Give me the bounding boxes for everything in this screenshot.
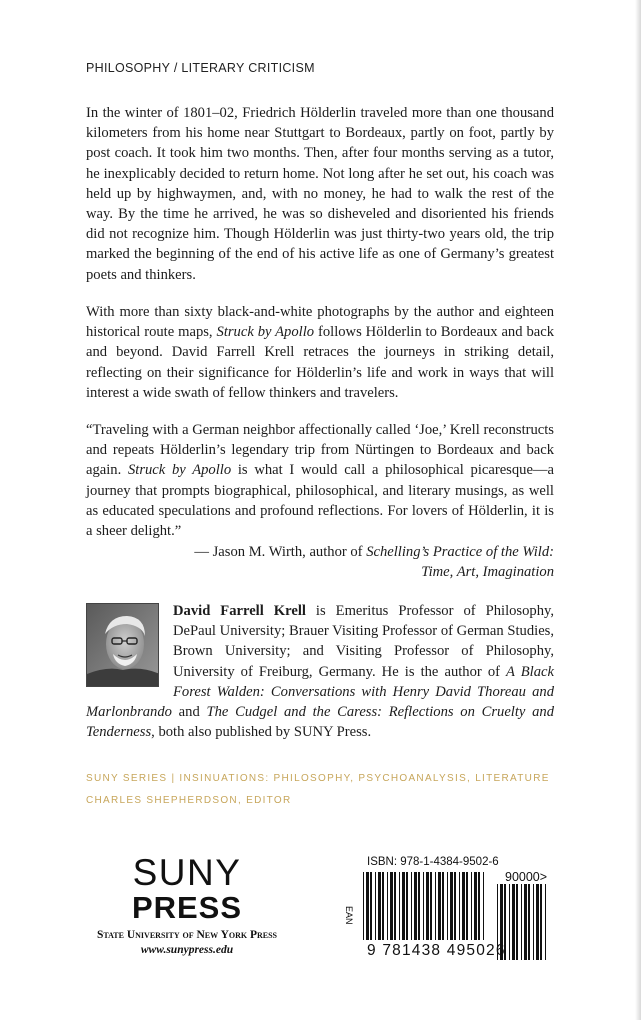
- quote-text-a: “Traveling with a German neighbor affectionally called ‘Joe,’ Krell reconstructs and repeats Hölderlin’s legendary trip from Nürtingen to Bordeaux and back again.: [86, 422, 554, 479]
- paragraph2-text-a: With more than sixty black-and-white photographs by the author and eighteen historical route maps,: [86, 304, 554, 341]
- ean-label: EAN: [344, 906, 354, 925]
- attribution-book-line1: Schelling’s Practice of the Wild:: [366, 544, 554, 560]
- publisher-full-name: State University of New York Press: [96, 929, 278, 941]
- book-title-italic: Struck by Apollo: [216, 324, 315, 341]
- description-paragraph-2: [86, 302, 554, 403]
- page-edge-shadow: [635, 0, 641, 1020]
- author-bio: [86, 601, 554, 742]
- author-name: David Farrell Krell: [173, 603, 306, 619]
- bio-text-b: and: [171, 704, 207, 721]
- barcode-digits: 9 781438 495026: [367, 942, 506, 959]
- blurb-attribution: [86, 542, 554, 582]
- quote-book-title: Struck by Apollo: [127, 462, 232, 479]
- series-line: SUNY SERIES | INSINUATIONS: PHILOSOPHY, PSYCHOANALYSIS, LITERATURE: [86, 773, 550, 784]
- author-book1: A Black Forest Walden: Conversations with Henry David Thoreau and Marlonbrando: [86, 663, 554, 721]
- series-editor: CHARLES SHEPHERDSON, EDITOR: [86, 795, 292, 806]
- blurb-quote: [86, 420, 554, 541]
- quote-text-b: is what I would call a philosophical picaresque—a journey that prompts biographical, philosophical, and literary musings, as well as educated speculations and profound reflections. For lovers of Hölderlin, it is a sheer delight.”: [86, 462, 554, 540]
- press-logo-text: PRESS: [131, 890, 243, 925]
- attribution-prefix: — Jason M. Wirth, author of: [194, 544, 367, 560]
- category-label: PHILOSOPHY / LITERARY CRITICISM: [86, 61, 315, 75]
- suny-logo-text: SUNY: [132, 852, 242, 893]
- bio-text-a: is Emeritus Professor of Philosophy, DePaul University; Brauer Visiting Professor of German Studies, Brown University; and Visiting Professor of Philosophy, University of Freiburg, Germany. He is the author of: [173, 603, 554, 680]
- attribution-book-line2: Time, Art, Imagination: [421, 564, 554, 581]
- author-portrait: [86, 603, 159, 687]
- paragraph2-text-b: follows Hölderlin to Bordeaux and back and beyond. David Farrell Krell retraces the journeys in striking detail, reflecting on their significance for Hölderlin’s life and work in ways that will interest a wide swath of fellow thinkers and travelers.: [86, 324, 554, 401]
- price-code: 90000>: [505, 870, 548, 884]
- author-book2: The Cudgel and the Caress: Reflections on Cruelty and Tenderness: [86, 704, 554, 741]
- bio-text-c: , both also published by SUNY Press.: [151, 724, 372, 741]
- publisher-url: www.sunypress.edu: [140, 944, 234, 956]
- description-paragraph-1: In the winter of 1801–02, Friedrich Hölderlin traveled more than one thousand kilometers from his home near Stuttgart to Bordeaux, partly on foot, partly by post coach. It took him two months. Then, after four months serving as a tutor, he inexplicably decided to return home. Not long after he set out, his coach was held up by highwaymen, and, with no money, he had to walk the rest of the way. By the time he arrived, he was so disheveled and disoriented his friends did not recognize him. Though Hölderlin was just thirty-two years old, the trip marked the beginning of the end of his active life as one of Germany’s greatest poets and thinkers.: [86, 105, 554, 283]
- isbn-label: ISBN: 978-1-4384-9502-6: [367, 856, 499, 868]
